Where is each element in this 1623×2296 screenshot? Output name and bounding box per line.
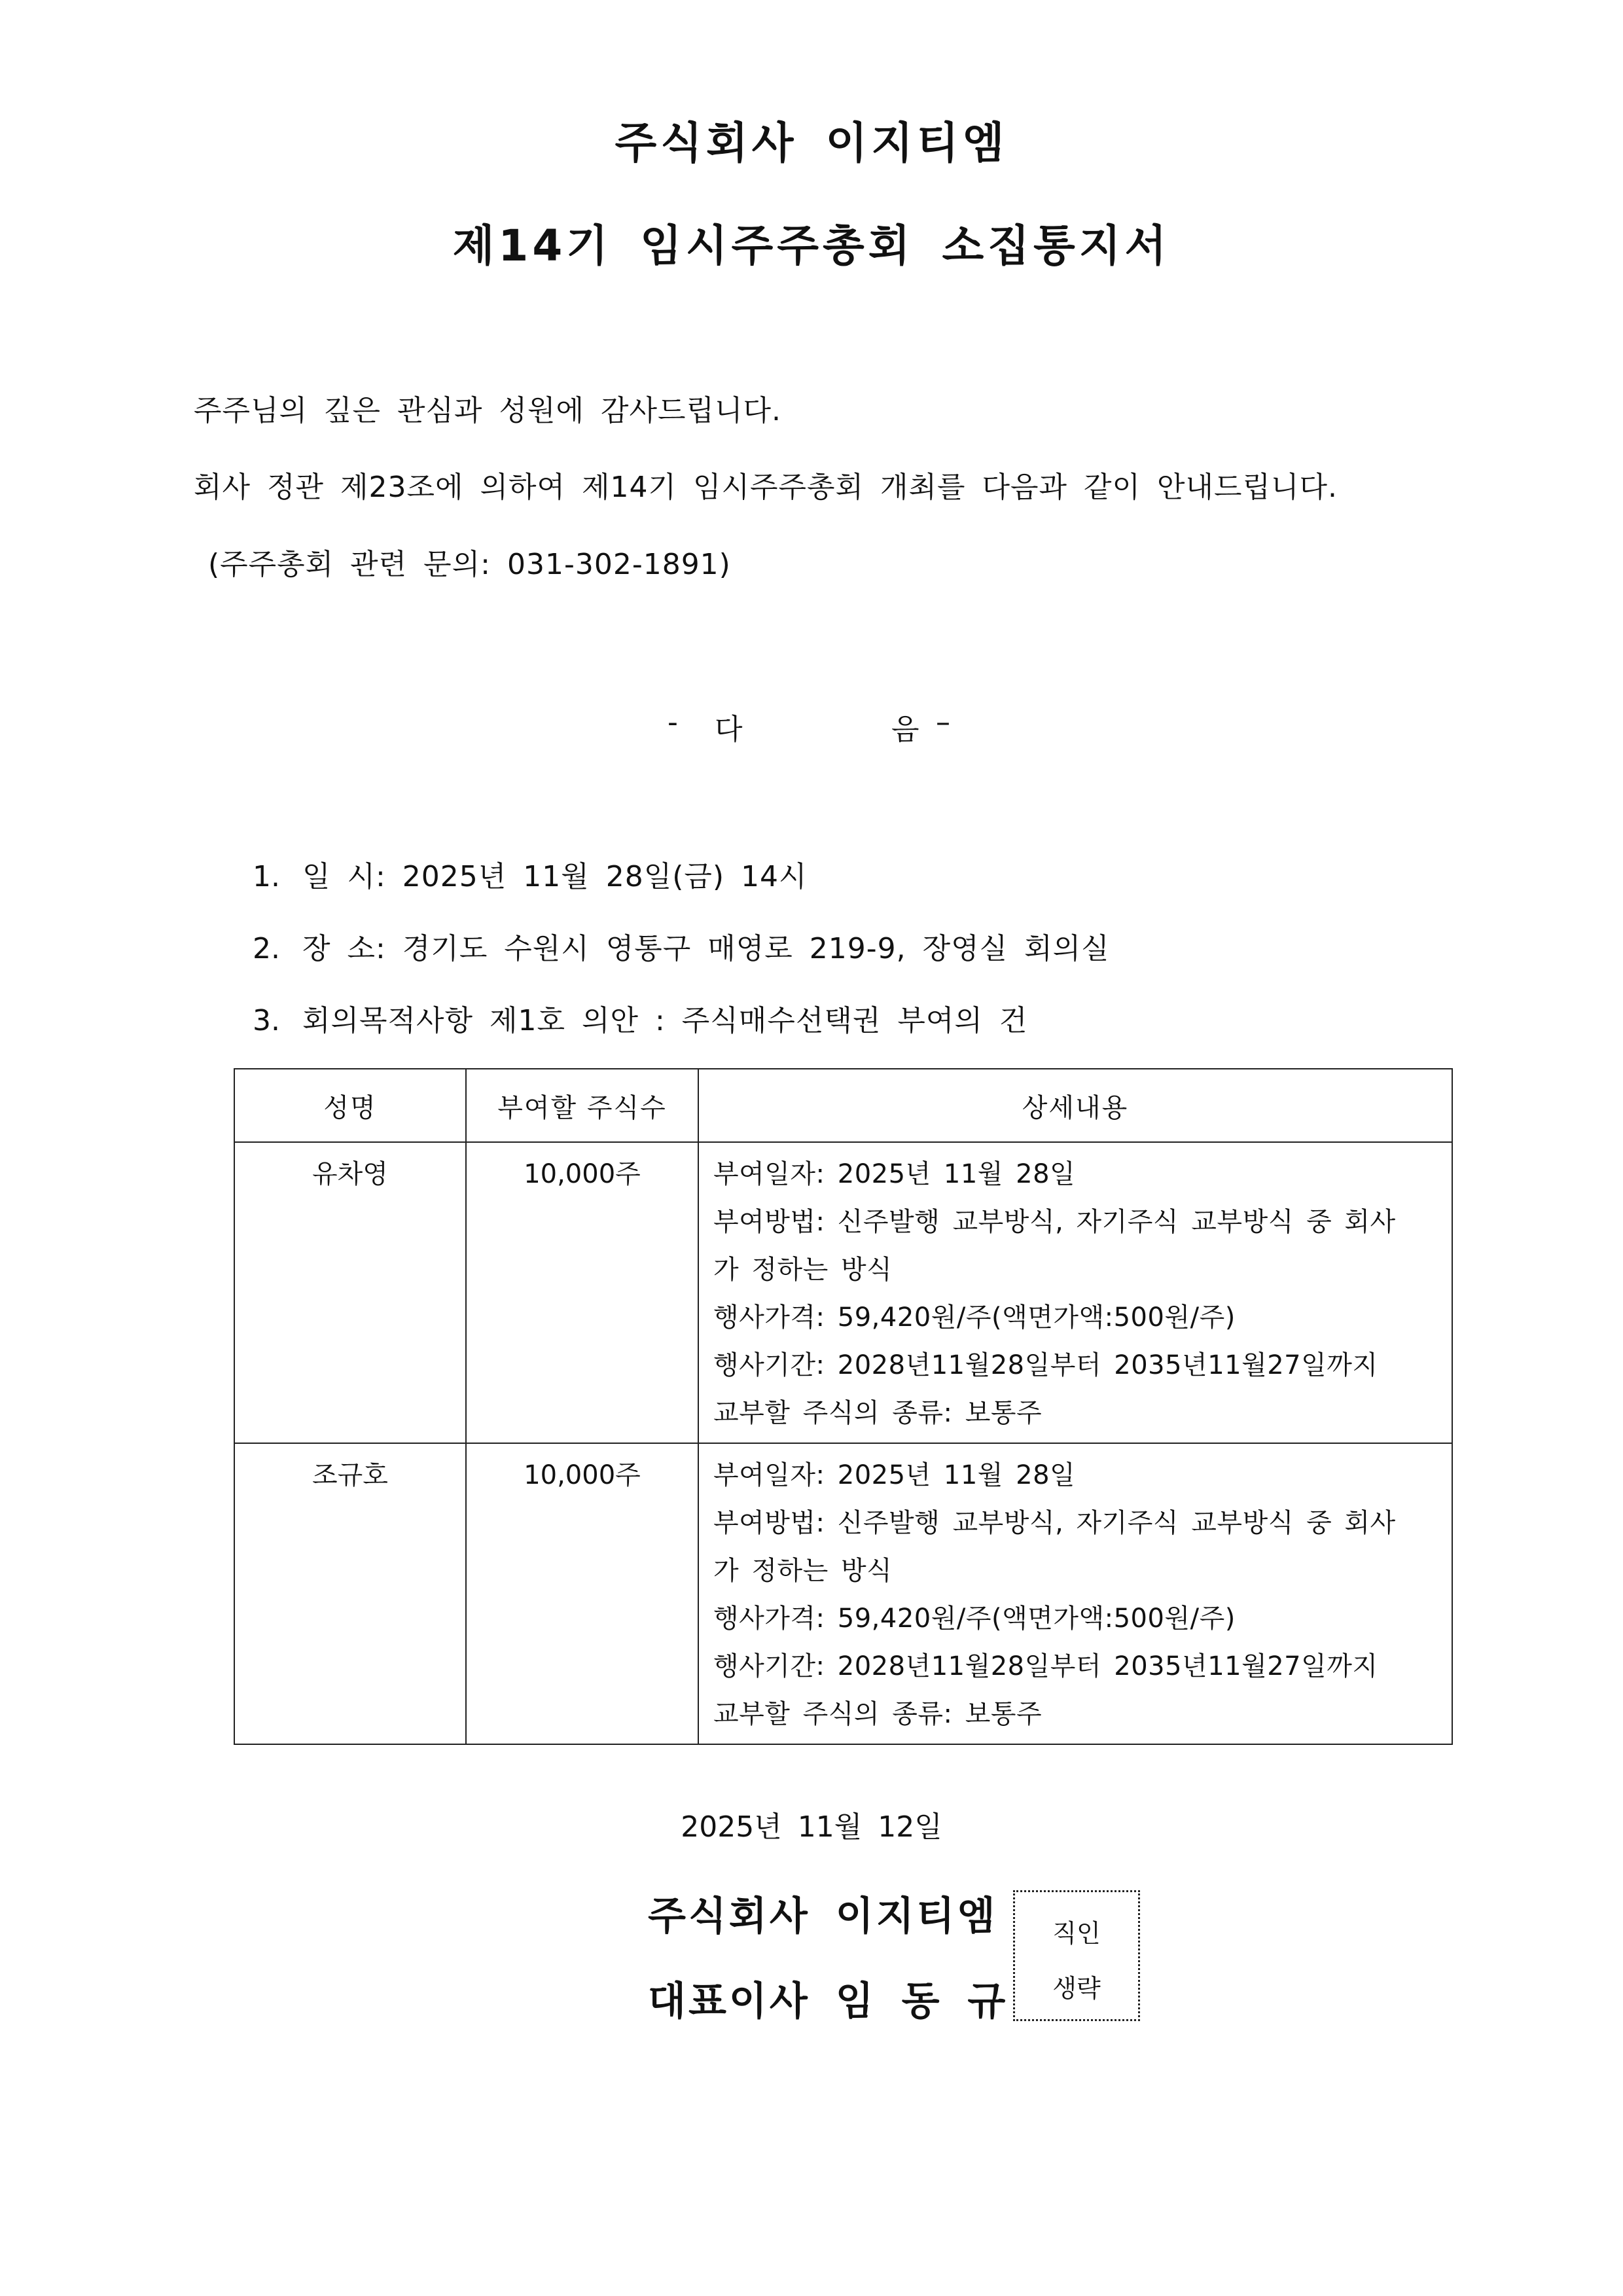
notice-text: 회사 정관 제23조에 의하여 제14기 임시주주총회 개최를 다음과 같이 안내드립니다. (194, 471, 1338, 504)
cell-shares (466, 1443, 698, 1744)
table-header-row (234, 1069, 1452, 1142)
detail-exercise-price: 행사가격: 59,420원/주(액면가액:500원/주) (713, 1604, 1236, 1634)
inquiry-text: (주주총회 관련 문의: 031-302-1891) (208, 548, 731, 581)
table-row (234, 1142, 1452, 1443)
detail-exercise-period: 행사기간: 2028년11월28일부터 2035년11월27일까지 (713, 1651, 1378, 1681)
signature-company: 주식회사 이지티엠 (648, 1893, 998, 1939)
granted-shares: 10,000주 (524, 1460, 641, 1490)
separator-char-2: 음 (891, 713, 919, 746)
detail-share-type: 교부할 주식의 종류: 보통주 (713, 1699, 1043, 1729)
cell-name (234, 1142, 466, 1443)
detail-exercise-period: 행사기간: 2028년11월28일부터 2035년11월27일까지 (713, 1350, 1378, 1380)
header-name: 성명 (234, 1069, 466, 1142)
separator-char-1: 다 (715, 713, 743, 746)
detail-share-type: 교부할 주식의 종류: 보통주 (713, 1398, 1043, 1428)
cell-details (698, 1443, 1452, 1744)
detail-grant-date: 부여일자: 2025년 11월 28일 (713, 1159, 1076, 1189)
item-text: 회의목적사항 제1호 의안 : 주식매수선택권 부여의 건 (302, 1004, 1028, 1037)
cell-name (234, 1443, 466, 1744)
detail-grant-method: 부여방법: 신주발행 교부방식, 자기주식 교부방식 중 회사 (713, 1207, 1396, 1237)
grantee-name: 조규호 (312, 1460, 388, 1490)
seal-text-line1: 직인 (1052, 1919, 1101, 1948)
agenda-item-datetime (253, 857, 808, 897)
stock-option-table (234, 1068, 1453, 1745)
detail-grant-method: 부여방법: 신주발행 교부방식, 자기주식 교부방식 중 회사 (713, 1508, 1396, 1538)
header-shares: 부여할 주식수 (466, 1069, 698, 1142)
document-title: 제14기 임시주주총회 소집통지서 (452, 221, 1171, 271)
item-number: 3. (253, 1004, 280, 1037)
item-text: 일 시: 2025년 11월 28일(금) 14시 (302, 860, 808, 893)
greeting-text: 주주님의 깊은 관심과 성원에 감사드립니다. (194, 394, 782, 427)
header-details: 상세내용 (698, 1069, 1452, 1142)
cell-shares (466, 1142, 698, 1443)
item-number: 2. (253, 932, 280, 965)
detail-grant-date: 부여일자: 2025년 11월 28일 (713, 1460, 1076, 1490)
agenda-item-location (253, 929, 1110, 969)
seal-omitted-box (1013, 1890, 1140, 2021)
item-text: 장 소: 경기도 수원시 영통구 매영로 219-9, 장영실 회의실 (302, 932, 1110, 965)
table-row (234, 1443, 1452, 1744)
granted-shares: 10,000주 (524, 1159, 641, 1189)
grantee-name: 유차영 (312, 1159, 388, 1189)
detail-grant-method-cont: 가 정하는 방식 (713, 1255, 893, 1285)
separator-dash-left: - (668, 706, 678, 739)
signature-representative: 대표이사 임 동 규 (648, 1979, 1008, 2024)
agenda-item-purpose (253, 1001, 1027, 1041)
detail-grant-method-cont: 가 정하는 방식 (713, 1556, 893, 1586)
item-number: 1. (253, 860, 280, 893)
seal-text-line2: 생략 (1052, 1974, 1101, 2003)
company-title: 주식회사 이지티엠 (615, 118, 1008, 168)
detail-exercise-price: 행사가격: 59,420원/주(액면가액:500원/주) (713, 1302, 1236, 1333)
issue-date: 2025년 11월 12일 (681, 1810, 942, 1844)
separator-dash-right: – (936, 706, 950, 739)
cell-details (698, 1142, 1452, 1443)
